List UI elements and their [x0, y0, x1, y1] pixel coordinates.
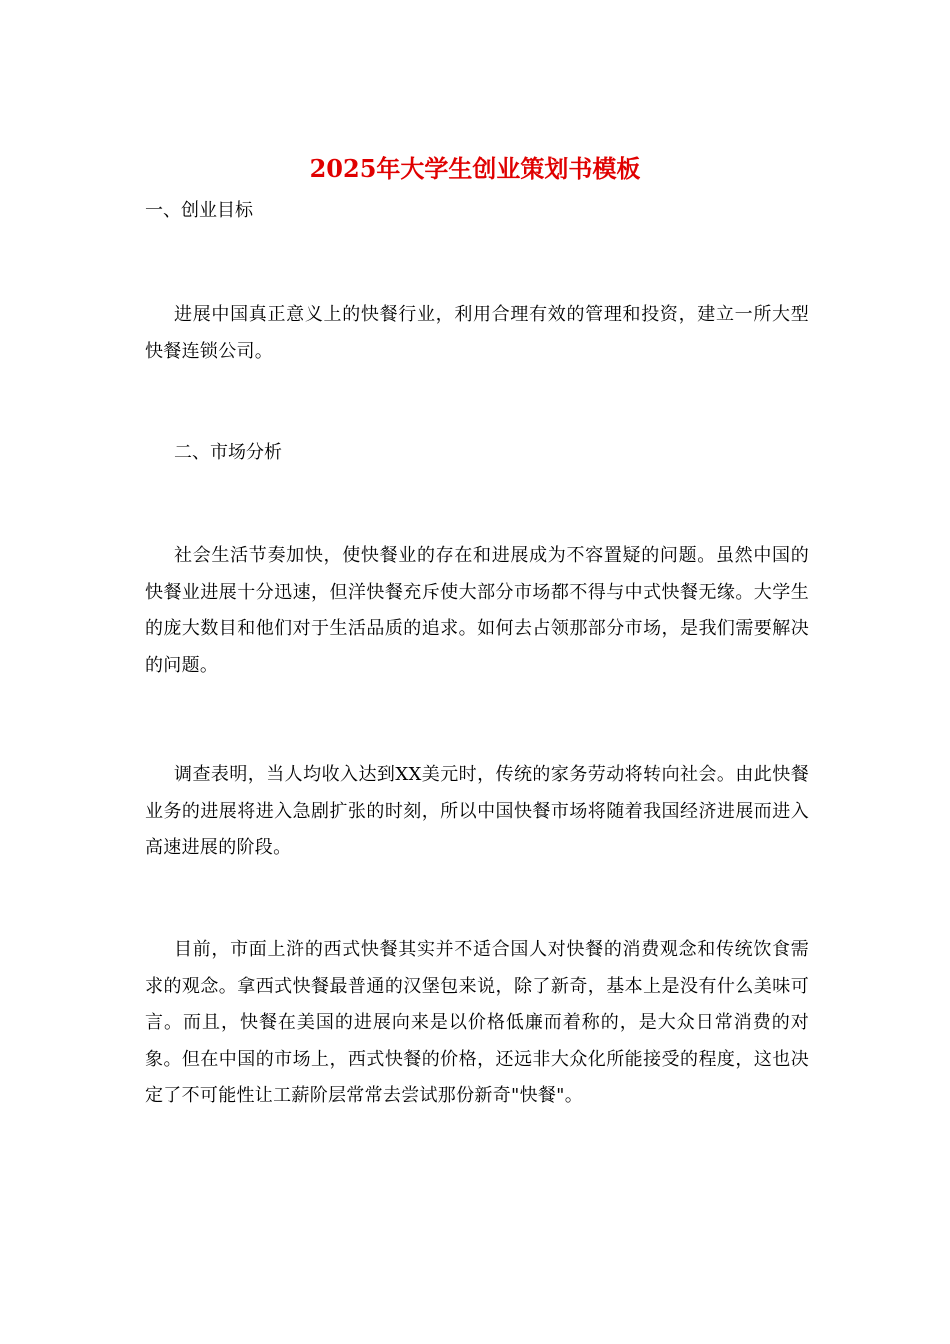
- paragraph-market-1: 社会生活节奏加快，使快餐业的存在和进展成为不容置疑的问题。虽然中国的快餐业进展十分迅速，但洋快餐充斥使大部分市场都不得与中式快餐无缘。大学生的庞大数目和他们对于生活品质的追求。如何去占领那部分市场，是我们需要解决的问题。: [145, 545, 809, 676]
- paragraph-goals: 进展中国真正意义上的快餐行业，利用合理有效的管理和投资，建立一所大型快餐连锁公司。: [145, 304, 809, 362]
- paragraph-market-3: 目前，市面上浒的西式快餐其实并不适合国人对快餐的消费观念和传统饮食需求的观念。拿西式快餐最普通的汉堡包来说，除了新奇，基本上是没有什么美味可言。而且，快餐在美国的进展向来是以价格低廉而着称的，是大众日常消费的对象。但在中国的市场上，西式快餐的价格，还远非大众化所能接受的程度，这也决定了不可能性让工薪阶层常常去尝试那份新奇"快餐"。: [145, 939, 809, 1106]
- section-heading-market-analysis: 二、市场分析: [174, 442, 282, 463]
- section-heading-goals: 一、创业目标: [145, 200, 253, 221]
- document-title: 2025年大学生创业策划书模板: [309, 154, 641, 183]
- paragraph-market-2: 调查表明，当人均收入达到XX美元时，传统的家务劳动将转向社会。由此快餐业务的进展将进入急剧扩张的时刻，所以中国快餐市场将随着我国经济进展而进入高速进展的阶段。: [145, 764, 809, 858]
